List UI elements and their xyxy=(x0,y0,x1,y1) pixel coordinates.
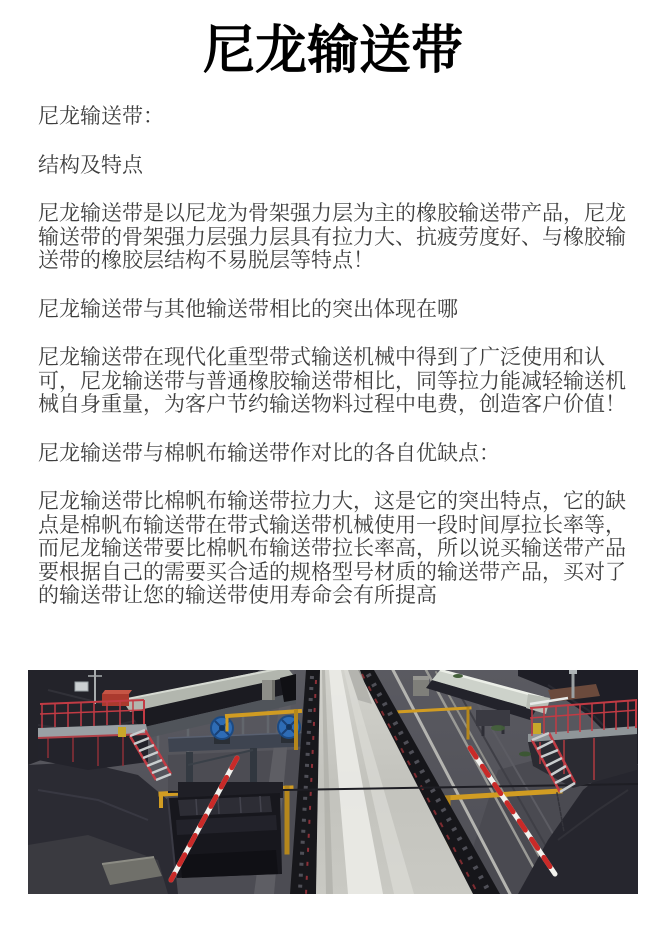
paragraph-intro-label: 尼龙输送带： xyxy=(38,105,164,128)
paragraph-compare-text: 尼龙输送带在现代化重型带式输送机械中得到了广泛使用和认可，尼龙输送带与普通橡胶输送带相比，同等拉力能减轻输送机械自身重量，为客户节约输送物料过程中电费，创造客户价值！ xyxy=(38,346,626,416)
paragraph-section-structure: 结构及特点 xyxy=(38,153,143,177)
paragraph-cotton-text: 尼龙输送带比棉帆布输送带拉力大，这是它的突出特点，它的缺点是棉帆布输送带在带式输送带机械使用一段时间厚拉长率等，而尼龙输送带要比棉帆布输送带拉长率高，所以说买输送带产品要根据自己的需要买合适的规格型号材质的输送带产品，买对了的输送带让您的输送带使用寿命会有所提高 xyxy=(38,490,626,607)
yellow-sign-right xyxy=(533,723,541,734)
page-title: 尼龙输送带 xyxy=(202,22,463,80)
paragraph-structure-text: 尼龙输送带是以尼龙为骨架强力层为主的橡胶输送带产品，尼龙输送带的骨架强力层强力层具有拉力大、抗疲劳度好、与橡胶输送带的橡胶层结构不易脱层等特点！ xyxy=(38,202,626,272)
yellow-sign-left xyxy=(118,727,126,737)
red-box xyxy=(102,690,132,694)
article-body xyxy=(0,105,666,608)
conveyor-photo-illustration xyxy=(28,670,638,894)
conveyor-belt-photo xyxy=(28,670,638,894)
paragraph-compare-heading: 尼龙输送带与其他输送带相比的突出体现在哪 xyxy=(38,297,458,321)
small-sign xyxy=(75,682,88,691)
feeder-machine xyxy=(168,782,283,878)
paragraph-cotton-heading: 尼龙输送带与棉帆布输送带作对比的各自优缺点： xyxy=(38,441,500,465)
